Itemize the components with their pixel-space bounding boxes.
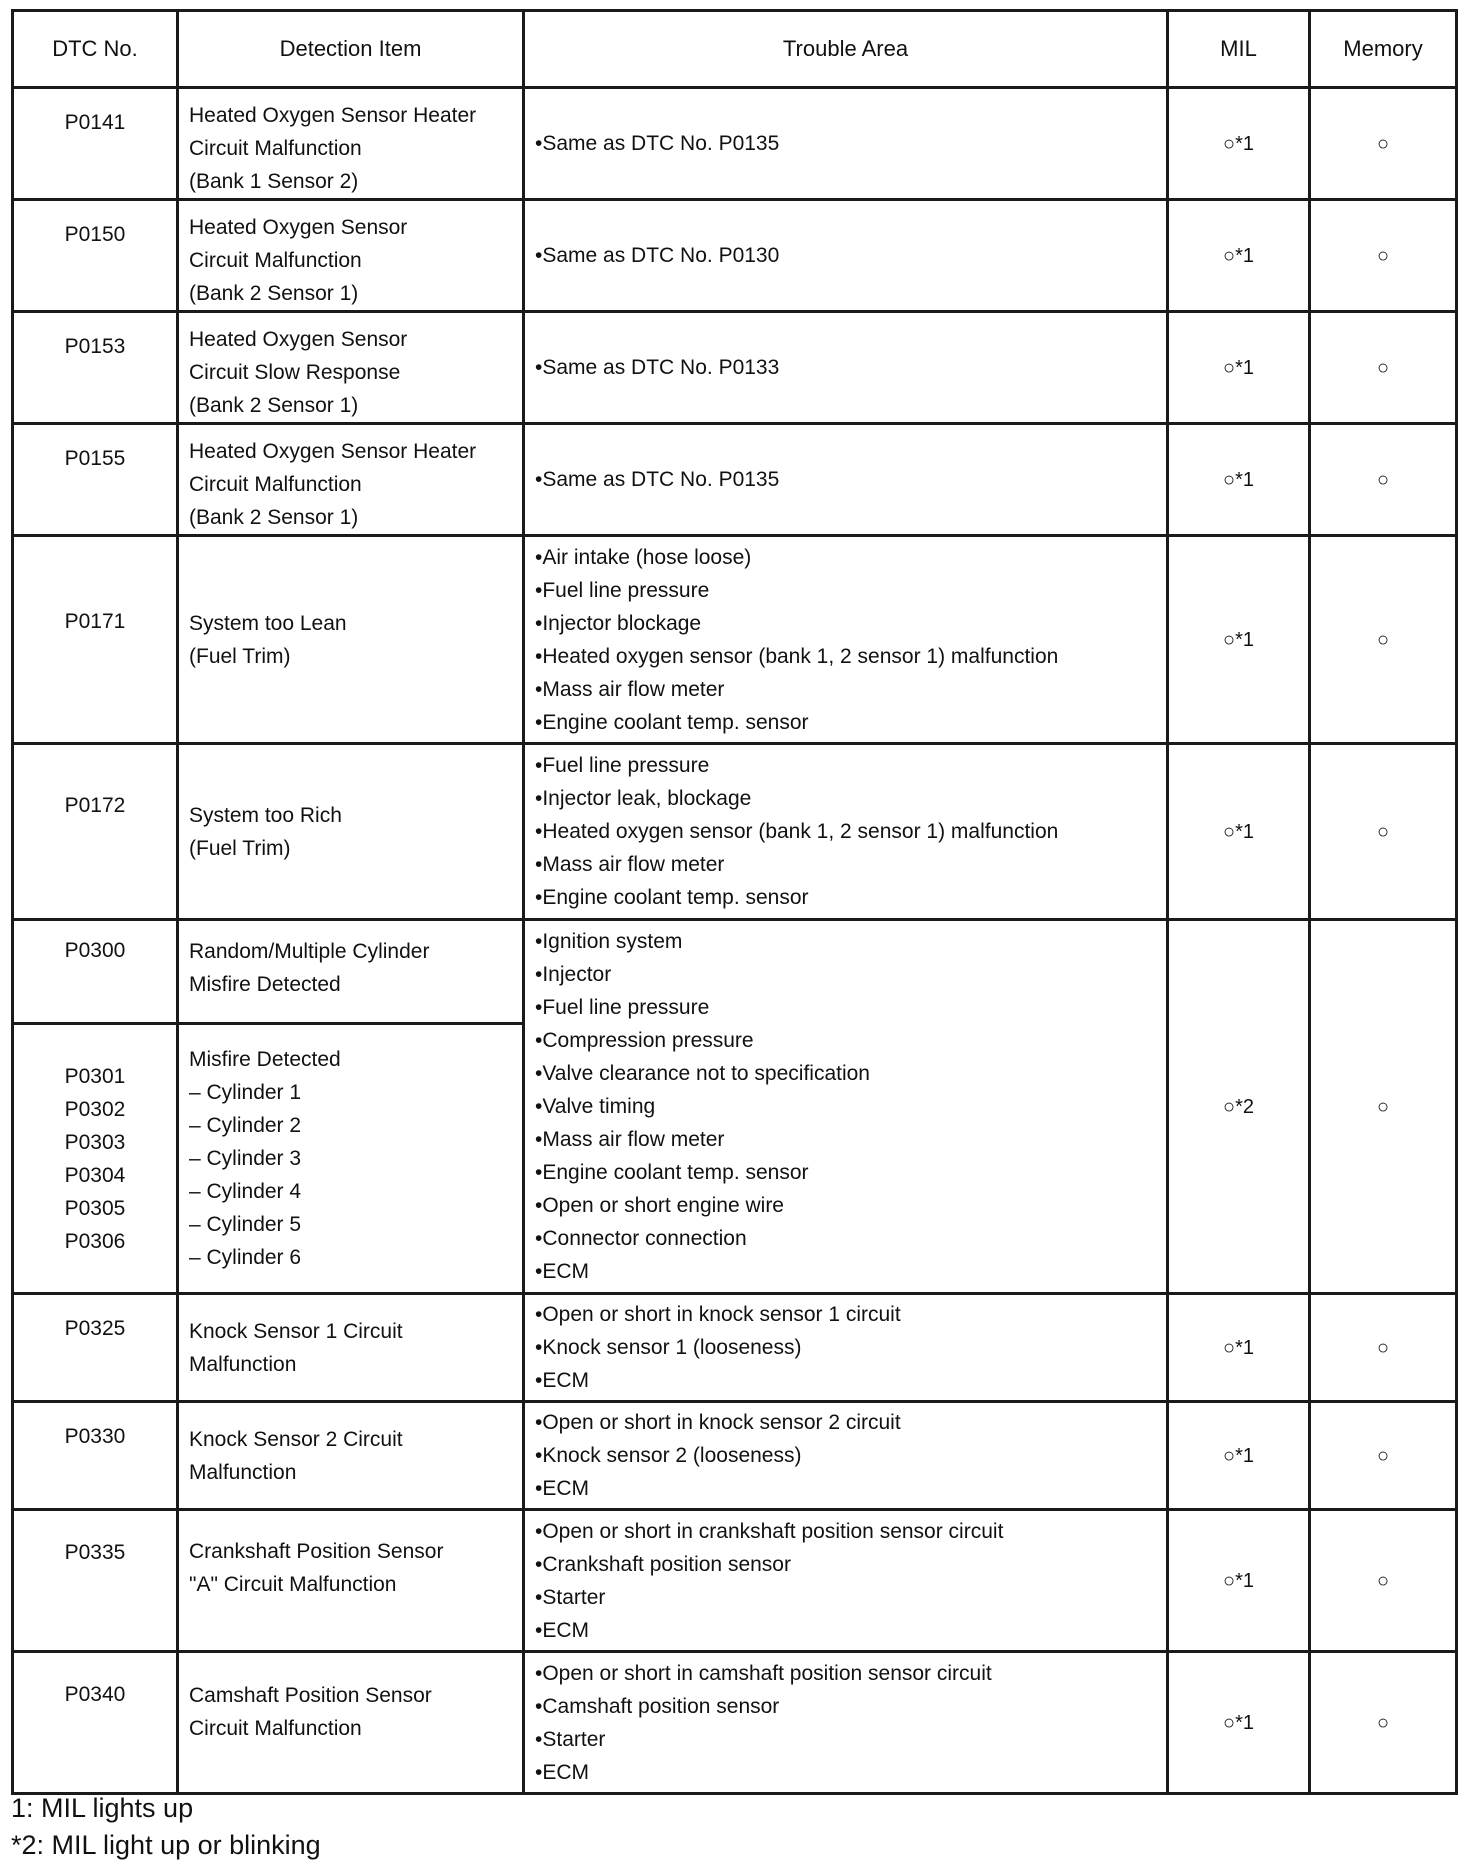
dtc-cell: P0150 (13, 200, 178, 312)
memory-cell: ○ (1310, 1294, 1457, 1402)
trouble-area-cell: •Open or short in camshaft position sensor circuit •Camshaft position sensor •Starter •ECM (524, 1652, 1168, 1794)
header-memory: Memory (1310, 11, 1457, 88)
footnote-1: 1: MIL lights up (11, 1793, 194, 1823)
mil-cell: ○*2 (1168, 920, 1310, 1294)
table-row (13, 1402, 1457, 1510)
dtc-cell: P0325 (13, 1294, 178, 1402)
dtc-cell: P0153 (13, 312, 178, 424)
mil-cell: ○*1 (1168, 312, 1310, 424)
header-dtc-no: DTC No. (13, 11, 178, 88)
footnotes (11, 1790, 321, 1864)
trouble-area-cell: •Air intake (hose loose) •Fuel line pressure •Injector blockage •Heated oxygen sensor (bank 1, 2 sensor 1) malfunction •Mass air flow meter •Engine coolant temp. sensor (524, 536, 1168, 744)
trouble-area-cell: •Same as DTC No. P0133 (524, 312, 1168, 424)
detection-cell: System too Rich (Fuel Trim) (178, 744, 524, 920)
memory-cell: ○ (1310, 744, 1457, 920)
table-row (13, 88, 1457, 200)
detection-cell: Heated Oxygen Sensor Heater Circuit Malfunction (Bank 2 Sensor 1) (178, 424, 524, 536)
detection-cell: Knock Sensor 2 Circuit Malfunction (178, 1402, 524, 1510)
trouble-area-cell: •Same as DTC No. P0130 (524, 200, 1168, 312)
table-row (13, 1294, 1457, 1402)
detection-cell: Heated Oxygen Sensor Circuit Malfunction (Bank 2 Sensor 1) (178, 200, 524, 312)
memory-cell: ○ (1310, 312, 1457, 424)
trouble-area-cell: •Open or short in crankshaft position sensor circuit •Crankshaft position sensor •Starter •ECM (524, 1510, 1168, 1652)
header-detection-item: Detection Item (178, 11, 524, 88)
detection-cell: Crankshaft Position Sensor "A" Circuit Malfunction (178, 1510, 524, 1652)
mil-cell: ○*1 (1168, 1402, 1310, 1510)
mil-cell: ○*1 (1168, 1510, 1310, 1652)
trouble-area-cell: •Ignition system •Injector •Fuel line pressure •Compression pressure •Valve clearance not to specification •Valve timing •Mass air flow meter •Engine coolant temp. sensor •Open or short engine wire •Connector connection •ECM (524, 920, 1168, 1294)
header-row (13, 11, 1457, 88)
detection-cell: Knock Sensor 1 Circuit Malfunction (178, 1294, 524, 1402)
table-row (13, 920, 1457, 1024)
dtc-cell: P0301 P0302 P0303 P0304 P0305 P0306 (13, 1024, 178, 1294)
detection-cell: System too Lean (Fuel Trim) (178, 536, 524, 744)
mil-cell: ○*1 (1168, 424, 1310, 536)
trouble-area-cell: •Open or short in knock sensor 2 circuit •Knock sensor 2 (looseness) •ECM (524, 1402, 1168, 1510)
dtc-cell: P0172 (13, 744, 178, 920)
mil-cell: ○*1 (1168, 1294, 1310, 1402)
table-row (13, 1652, 1457, 1794)
trouble-area-cell: •Open or short in knock sensor 1 circuit •Knock sensor 1 (looseness) •ECM (524, 1294, 1168, 1402)
mil-cell: ○*1 (1168, 88, 1310, 200)
dtc-cell: P0335 (13, 1510, 178, 1652)
mil-cell: ○*1 (1168, 744, 1310, 920)
table-row (13, 424, 1457, 536)
mil-cell: ○*1 (1168, 1652, 1310, 1794)
memory-cell: ○ (1310, 200, 1457, 312)
memory-cell: ○ (1310, 88, 1457, 200)
mil-cell: ○*1 (1168, 200, 1310, 312)
table-row (13, 536, 1457, 744)
detection-cell: Camshaft Position Sensor Circuit Malfunction (178, 1652, 524, 1794)
memory-cell: ○ (1310, 1402, 1457, 1510)
header-trouble-area: Trouble Area (524, 11, 1168, 88)
detection-cell: Heated Oxygen Sensor Circuit Slow Response (Bank 2 Sensor 1) (178, 312, 524, 424)
dtc-cell: P0171 (13, 536, 178, 744)
mil-cell: ○*1 (1168, 536, 1310, 744)
detection-cell: Random/Multiple Cylinder Misfire Detected (178, 920, 524, 1024)
trouble-area-cell: •Same as DTC No. P0135 (524, 88, 1168, 200)
trouble-area-cell: •Fuel line pressure •Injector leak, blockage •Heated oxygen sensor (bank 1, 2 sensor 1) malfunction •Mass air flow meter •Engine coolant temp. sensor (524, 744, 1168, 920)
dtc-cell: P0330 (13, 1402, 178, 1510)
footnote-2: *2: MIL light up or blinking (11, 1830, 321, 1860)
header-mil: MIL (1168, 11, 1310, 88)
dtc-table (11, 9, 1458, 1795)
table-row (13, 312, 1457, 424)
dtc-cell: P0155 (13, 424, 178, 536)
table-row (13, 744, 1457, 920)
memory-cell: ○ (1310, 920, 1457, 1294)
memory-cell: ○ (1310, 1652, 1457, 1794)
detection-cell: Heated Oxygen Sensor Heater Circuit Malfunction (Bank 1 Sensor 2) (178, 88, 524, 200)
memory-cell: ○ (1310, 424, 1457, 536)
detection-cell: Misfire Detected – Cylinder 1 – Cylinder 2 – Cylinder 3 – Cylinder 4 – Cylinder 5 – Cylinder 6 (178, 1024, 524, 1294)
memory-cell: ○ (1310, 536, 1457, 744)
dtc-cell: P0141 (13, 88, 178, 200)
dtc-cell: P0340 (13, 1652, 178, 1794)
trouble-area-cell: •Same as DTC No. P0135 (524, 424, 1168, 536)
table-row (13, 1510, 1457, 1652)
table-row (13, 200, 1457, 312)
memory-cell: ○ (1310, 1510, 1457, 1652)
dtc-cell: P0300 (13, 920, 178, 1024)
